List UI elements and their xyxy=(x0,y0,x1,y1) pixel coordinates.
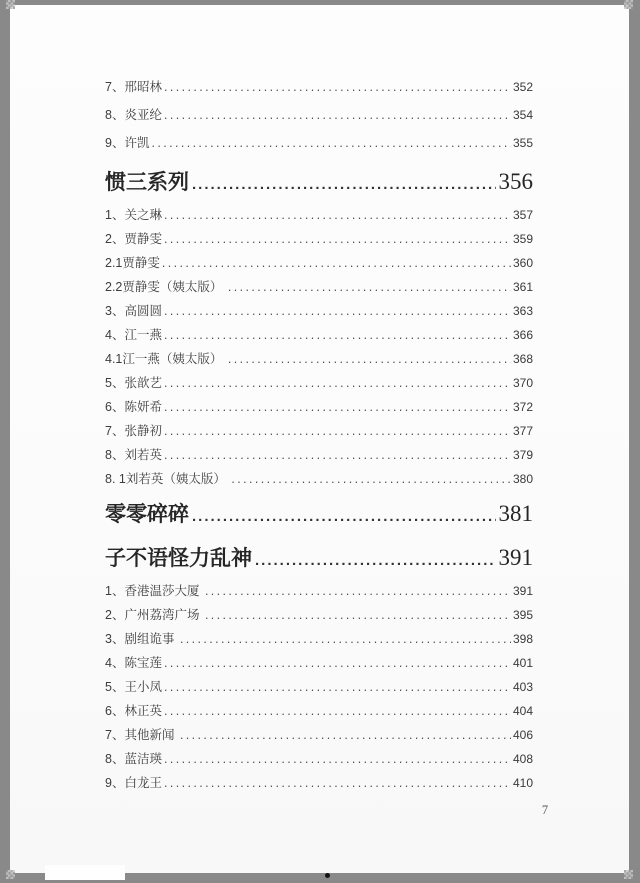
toc-item xyxy=(105,773,533,797)
toc-entry-page: 372 xyxy=(512,400,533,414)
toc-entry-label: 1、关之琳 xyxy=(105,208,162,222)
toc-entry-label: 2、广州荔湾广场 xyxy=(105,608,203,622)
toc-entry-label: 9、许凯 xyxy=(105,136,150,150)
dot-leader xyxy=(164,448,511,462)
toc-item xyxy=(105,301,533,325)
toc-entry-label: 5、王小凤 xyxy=(105,680,162,694)
toc-item xyxy=(105,253,533,277)
toc-entry-label: 子不语怪力乱神 xyxy=(105,547,252,570)
toc-entry-page: 363 xyxy=(512,304,533,318)
dot-leader xyxy=(205,608,511,622)
toc-item xyxy=(105,701,533,725)
bottom-center-handle-dot xyxy=(325,873,330,878)
toc-entry-page: 354 xyxy=(512,108,533,122)
dot-leader xyxy=(180,632,511,646)
toc-entry-page: 403 xyxy=(512,680,533,694)
dot-leader xyxy=(164,680,511,694)
toc-entry-label: 惯三系列 xyxy=(105,171,189,194)
toc-item xyxy=(105,205,533,229)
toc-entry-page: 391 xyxy=(498,545,533,570)
toc-entry-page: 391 xyxy=(512,584,533,598)
toc-entry-label: 8、蓝洁瑛 xyxy=(105,752,162,766)
toc-entry-label: 7、其他新闻 xyxy=(105,728,178,742)
toc-entry-label: 5、张歆艺 xyxy=(105,376,162,390)
toc-entry-label: 7、张静初 xyxy=(105,424,162,438)
toc-entry-label: 7、邢昭林 xyxy=(105,80,162,94)
dot-leader xyxy=(164,328,511,342)
toc-entry-label: 6、林正英 xyxy=(105,704,162,718)
corner-handle-bottom-right xyxy=(624,870,633,879)
dot-leader xyxy=(180,728,511,742)
toc-entry-page: 360 xyxy=(512,256,533,270)
toc-entry-page: 379 xyxy=(512,448,533,462)
toc-entry-label: 9、白龙王 xyxy=(105,776,162,790)
toc-item xyxy=(105,277,533,301)
toc-entry-page: 398 xyxy=(512,632,533,646)
dot-leader xyxy=(164,232,511,246)
toc-item xyxy=(105,349,533,373)
dot-leader xyxy=(164,208,511,222)
toc-entry-label: 1、香港温莎大厦 xyxy=(105,584,203,598)
toc-entry-page: 355 xyxy=(512,136,533,150)
toc-entry-label: 2.2贾静雯（姨太版） xyxy=(105,280,226,294)
toc-heading xyxy=(105,499,533,529)
toc-item xyxy=(105,133,533,161)
toc-entry-page: 395 xyxy=(512,608,533,622)
toc-item xyxy=(105,629,533,653)
toc-entry-label: 4.1江一燕（姨太版） xyxy=(105,352,226,366)
document-page xyxy=(10,5,629,873)
dot-leader xyxy=(162,256,511,270)
toc-entry-label: 2、贾静雯 xyxy=(105,232,162,246)
toc-entry-label: 3、剧组诡事 xyxy=(105,632,178,646)
dot-leader xyxy=(192,170,496,200)
toc-entry-page: 370 xyxy=(512,376,533,390)
toc-item xyxy=(105,105,533,133)
toc-entry-label: 8、刘若英 xyxy=(105,448,162,462)
toc-item xyxy=(105,677,533,701)
corner-handle-bottom-left xyxy=(6,870,15,879)
toc-heading xyxy=(105,167,533,197)
dot-leader xyxy=(255,546,496,576)
page-number: 7 xyxy=(541,803,549,817)
toc-entry-page: 357 xyxy=(512,208,533,222)
toc-entry-label: 4、江一燕 xyxy=(105,328,162,342)
toc-entry-page: 361 xyxy=(512,280,533,294)
toc-entry-label: 8. 1刘若英（姨太版） xyxy=(105,472,230,486)
toc-item xyxy=(105,653,533,677)
dot-leader xyxy=(164,424,511,438)
toc-item xyxy=(105,77,533,105)
page-edge-artifact xyxy=(45,865,125,880)
toc-entry-label: 2.1贾静雯 xyxy=(105,256,160,270)
corner-handle-top-left xyxy=(6,0,15,9)
dot-leader xyxy=(164,776,511,790)
toc-entry-page: 410 xyxy=(512,776,533,790)
dot-leader xyxy=(192,502,496,532)
toc-item xyxy=(105,397,533,421)
dot-leader xyxy=(164,108,511,122)
corner-handle-top-right xyxy=(624,0,633,9)
toc-entry-page: 380 xyxy=(512,472,533,486)
dot-leader xyxy=(164,400,511,414)
dot-leader xyxy=(164,80,511,94)
dot-leader xyxy=(231,472,511,486)
dot-leader xyxy=(164,752,511,766)
toc-entry-page: 404 xyxy=(512,704,533,718)
dot-leader xyxy=(228,280,511,294)
toc-heading xyxy=(105,543,533,573)
toc-entry-page: 406 xyxy=(512,728,533,742)
toc-entry-label: 零零碎碎 xyxy=(105,503,189,526)
toc-entry-page: 377 xyxy=(512,424,533,438)
toc-item xyxy=(105,469,533,493)
toc-item xyxy=(105,749,533,773)
dot-leader xyxy=(151,136,511,150)
toc-entry-label: 8、炎亚纶 xyxy=(105,108,162,122)
toc-entry-page: 381 xyxy=(498,501,533,526)
toc-entry-label: 4、陈宝莲 xyxy=(105,656,162,670)
toc-entry-label: 6、陈妍希 xyxy=(105,400,162,414)
toc-entry-label: 3、高圆圆 xyxy=(105,304,162,318)
toc-entry-page: 368 xyxy=(512,352,533,366)
toc-entry-page: 366 xyxy=(512,328,533,342)
toc-item xyxy=(105,581,533,605)
toc-entry-page: 352 xyxy=(512,80,533,94)
toc-item xyxy=(105,229,533,253)
toc-item xyxy=(105,445,533,469)
dot-leader xyxy=(228,352,511,366)
toc-entry-page: 356 xyxy=(498,169,533,194)
toc-item xyxy=(105,605,533,629)
toc-item xyxy=(105,725,533,749)
toc-item xyxy=(105,421,533,445)
dot-leader xyxy=(164,376,511,390)
dot-leader xyxy=(164,704,511,718)
toc-entry-page: 408 xyxy=(512,752,533,766)
dot-leader xyxy=(164,656,511,670)
toc-entry-page: 359 xyxy=(512,232,533,246)
toc-item xyxy=(105,325,533,349)
dot-leader xyxy=(164,304,511,318)
toc-list xyxy=(105,77,533,797)
toc-entry-page: 401 xyxy=(512,656,533,670)
toc-item xyxy=(105,373,533,397)
dot-leader xyxy=(205,584,511,598)
